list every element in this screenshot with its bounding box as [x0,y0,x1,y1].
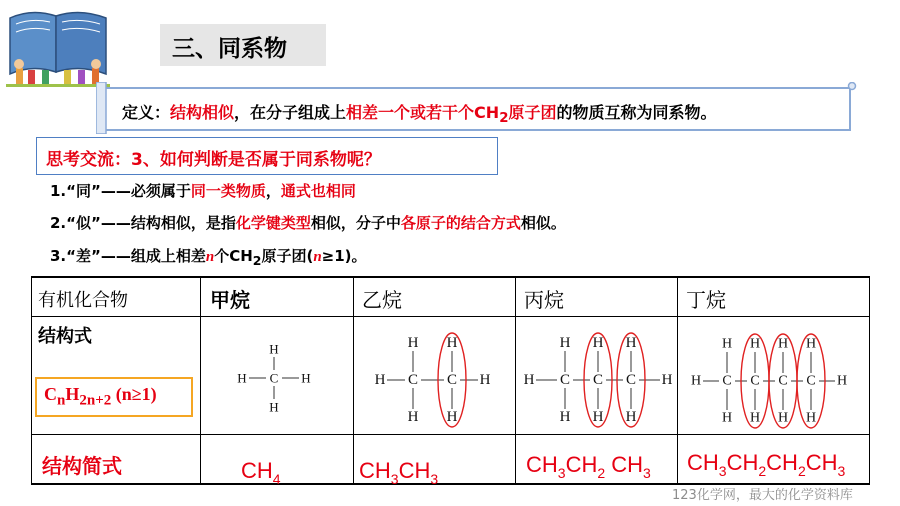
point-same-class: 同一类物质 [190,182,266,200]
butane-sub-3: 2 [797,463,806,479]
methane-sub: 4 [272,471,281,487]
propane-ch-3: CH [605,452,644,477]
header-compound: 有机化合物 [38,290,128,311]
hydrogen-atom: H [777,336,789,352]
table-row-divider [31,316,870,317]
hydrogen-atom: H [836,373,848,389]
formula-c-sub: n [57,392,66,409]
condensed-ethane [359,458,438,487]
hydrogen-atom: H [592,409,604,425]
ethane-ch-2: CH [398,458,431,483]
hydrogen-atom: H [374,372,386,388]
hydrogen-atom: H [805,336,817,352]
carbon-atom: C [407,372,419,388]
point-diff-n: n [205,249,215,265]
formula-h-sub: 2n+2 [79,392,112,409]
general-formula [44,384,157,410]
point-diff-ch: 个CH [214,247,253,265]
point-same-lead: 1.“同”——必须属于 [50,182,191,200]
butane-ch-4: CH [805,450,838,475]
carbon-atom: C [722,373,732,389]
hydrogen-atom: H [523,372,535,388]
point-diff-group: 原子团( [261,247,314,265]
ethane-sub-1: 3 [390,471,399,487]
point-diff-sub: 2 [252,253,262,268]
ch2-highlight-ellipse [797,334,825,428]
table-col-divider [31,276,32,484]
hydrogen-atom: H [721,336,733,352]
table-border-top [31,276,870,278]
point-difference [50,245,367,268]
table-col-divider [869,276,870,484]
hydrogen-atom: H [407,335,419,351]
hydrogen-atom: H [269,341,279,357]
propane-sub-3: 3 [643,465,651,481]
propane-ch-1: CH [526,452,558,477]
definition-prefix: 定义： [122,103,171,122]
carbon-atom: C [559,372,571,388]
definition-end: 的物质互称为同系物。 [556,103,717,122]
hydrogen-atom: H [559,335,571,351]
hydrogen-atom: H [446,409,458,425]
condensed-methane [241,458,281,487]
think-question: 思考交流：3、如何判断是否属于同系物呢？ [46,150,381,170]
condensed-propane [526,452,651,481]
ch2-highlight-ellipse [584,333,612,427]
hydrogen-atom: H [269,399,279,415]
hydrogen-atom: H [749,410,761,426]
butane-sub-2: 2 [758,463,767,479]
hydrogen-atom: H [592,335,604,351]
definition-structure-similar: 结构相似 [170,103,235,122]
hydrogen-atom: H [559,409,571,425]
point-similar-end: 相似。 [520,214,566,232]
definition-difference: 相差一个或若干个CH [346,103,500,122]
point-similar-lead: 2.“似”——结构相似，是指 [50,214,236,232]
carbon-atom: C [806,373,816,389]
book-illustration [2,0,114,92]
header-butane: 丁烷 [686,288,726,312]
header-propane: 丙烷 [524,288,564,312]
point-same [50,180,356,201]
condensed-formula-label: 结构简式 [42,454,122,478]
hydrogen-atom: H [625,335,637,351]
condensed-butane [687,450,845,479]
carbon-atom: C [750,373,760,389]
hydrogen-atom: H [407,409,419,425]
butane-ch-3: CH [766,450,798,475]
formula-c: C [44,384,57,404]
hydrogen-atom: H [749,336,761,352]
propane-sub-1: 3 [557,465,566,481]
definition-group: 原子团 [508,103,557,122]
formula-condition: (n≥1) [115,384,157,404]
butane-ch-2: CH [726,450,759,475]
ch2-highlight-ellipse [769,334,797,428]
butane-sub-4: 3 [837,463,846,479]
ch2-highlight-ellipse [741,334,769,428]
hydrogen-atom: H [446,335,458,351]
point-similar [50,212,566,233]
table-col-divider [677,276,678,484]
propane-sub-2: 2 [597,465,606,481]
carbon-atom: C [446,372,458,388]
hydrogen-atom: H [777,410,789,426]
point-diff-lead: 3.“差”——组成上相差 [50,247,206,265]
hydrogen-atom: H [301,370,311,386]
point-similar-bond: 化学键类型 [235,214,311,232]
table-col-divider [200,276,201,484]
point-same-formula: 通式也相同 [280,182,356,200]
butane-sub-1: 3 [718,463,727,479]
propane-ch-2: CH [565,452,598,477]
carbon-atom: C [625,372,637,388]
hydrogen-atom: H [237,370,247,386]
header-methane: 甲烷 [210,288,250,312]
ethane-ch-1: CH [359,458,391,483]
hydrogen-atom: H [625,409,637,425]
ch2-highlight-ellipse [617,333,645,427]
table-col-divider [353,276,354,484]
ethane-sub-2: 3 [430,471,439,487]
formula-h: H [65,384,80,404]
definition-middle: ，在分子组成上 [234,103,347,122]
hydrogen-atom: H [721,410,733,426]
section-title: 三、同系物 [172,36,287,62]
table-row-divider [31,434,870,435]
section-title-box [160,24,326,66]
point-similar-arrangement: 各原子的结合方式 [400,214,521,232]
hydrogen-atom: H [690,373,702,389]
ch2-highlight-ellipse [438,333,466,427]
hydrogen-atom: H [479,372,491,388]
definition-difference-sub: 2 [499,111,509,127]
carbon-atom: C [778,373,788,389]
point-diff-n2: n [313,249,322,265]
header-ethane: 乙烷 [362,288,402,312]
point-same-comma: ， [265,182,281,200]
point-similar-mid: 相似，分子中 [310,214,401,232]
footer-watermark: 123化学网，最大的化学资料库 [672,488,853,503]
butane-ch-1: CH [687,450,719,475]
table-col-divider [515,276,516,484]
structural-formula-label: 结构式 [38,326,92,347]
carbon-atom: C [592,372,604,388]
carbon-atom: C [269,370,279,386]
point-diff-end: ≥1)。 [321,247,367,265]
hydrogen-atom: H [805,410,817,426]
methane-ch: CH [241,458,273,483]
hydrogen-atom: H [661,372,673,388]
definition-text [122,100,717,126]
